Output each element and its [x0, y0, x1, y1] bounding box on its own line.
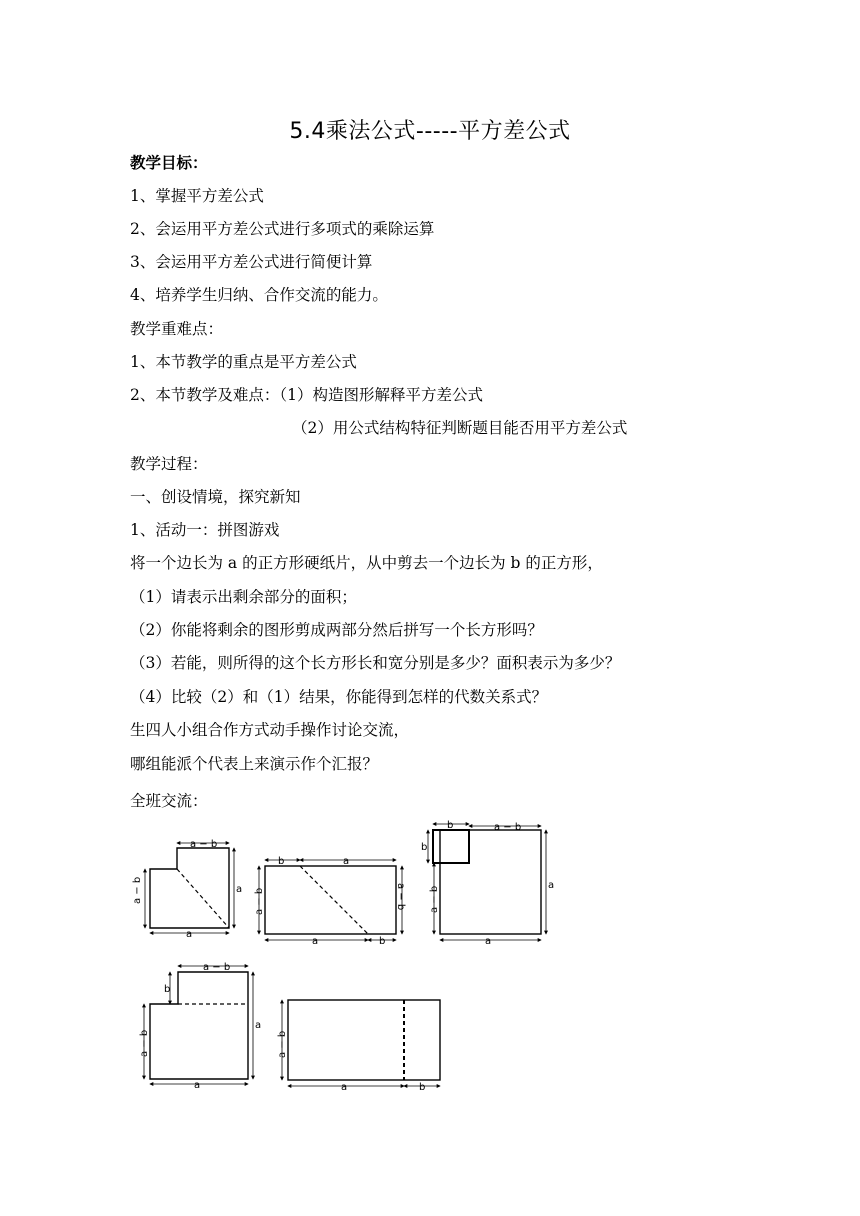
label-a: a — [255, 1020, 262, 1031]
difficulty-item: 2、本节教学及难点：（1）构造图形解释平方差公式 — [130, 386, 483, 404]
label-b: b — [447, 820, 454, 831]
label-a: a — [548, 880, 555, 891]
figure-5 — [282, 1000, 440, 1086]
process-item: 将一个边长为 a 的正方形硬纸片，从中剪去一个边长为 b 的正方形， — [130, 554, 603, 572]
label-a: a — [343, 856, 350, 867]
label-a: a — [194, 1080, 201, 1091]
process-item: 哪组能派个代表上来演示作个汇报？ — [130, 755, 379, 773]
label-b: b — [421, 842, 428, 853]
label-a: a — [236, 884, 243, 895]
label-a: a — [312, 936, 319, 947]
label-a: a — [485, 936, 492, 947]
label-a-minus-b: a − b — [494, 822, 522, 833]
process-item: （1）请表示出剩余部分的面积； — [130, 588, 357, 606]
label-a-minus-b: a − b — [429, 885, 440, 913]
label-a-minus-b: a − b — [203, 962, 231, 973]
label-b: b — [379, 936, 386, 947]
figure-3 — [428, 824, 546, 940]
label-a-minus-b: a − b — [277, 1030, 288, 1058]
label-a-minus-b: a − b — [190, 839, 218, 850]
process-item: 1、活动一：拼图游戏 — [130, 521, 280, 539]
objective-item: 3、会运用平方差公式进行简便计算 — [130, 253, 373, 271]
difficulty-heading: 教学重难点： — [130, 320, 224, 338]
label-a-minus-b: a − b — [395, 883, 406, 911]
label-a-minus-b: a − b — [139, 1029, 150, 1057]
page-title: 5.4乘法公式-----平方差公式 — [289, 119, 571, 144]
label-a-minus-b: a − b — [132, 876, 143, 904]
difficulty-item: （2）用公式结构特征判断题目能否用平方差公式 — [292, 419, 628, 437]
objective-item: 2、会运用平方差公式进行多项式的乘除运算 — [130, 220, 435, 238]
label-b: b — [164, 984, 171, 995]
figure-4 — [144, 966, 253, 1084]
process-item: （4）比较（2）和（1）结果，你能得到怎样的代数关系式？ — [130, 688, 548, 706]
label-b: b — [419, 1082, 426, 1093]
label-a-minus-b: a − b — [254, 887, 265, 915]
process-heading: 教学过程： — [130, 455, 208, 473]
label-b: b — [278, 856, 285, 867]
process-item: （2）你能将剩余的图形剪成两部分然后拼写一个长方形吗？ — [130, 621, 543, 639]
process-item: 生四人小组合作方式动手操作讨论交流， — [130, 721, 410, 739]
figure-1 — [145, 843, 234, 933]
label-a: a — [186, 929, 193, 940]
difficulty-item: 1、本节教学的重点是平方差公式 — [130, 353, 357, 371]
process-item: 一、创设情境，探究新知 — [130, 488, 301, 506]
objectives-heading: 教学目标： — [130, 153, 208, 172]
objective-item: 1、掌握平方差公式 — [130, 187, 264, 205]
process-item: （3）若能，则所得的这个长方形长和宽分别是多少？面积表示为多少？ — [130, 654, 621, 672]
process-item: 全班交流： — [130, 792, 208, 810]
objective-item: 4、培养学生归纳、合作交流的能力。 — [130, 286, 388, 304]
figure-2 — [259, 860, 402, 940]
label-a: a — [341, 1082, 348, 1093]
